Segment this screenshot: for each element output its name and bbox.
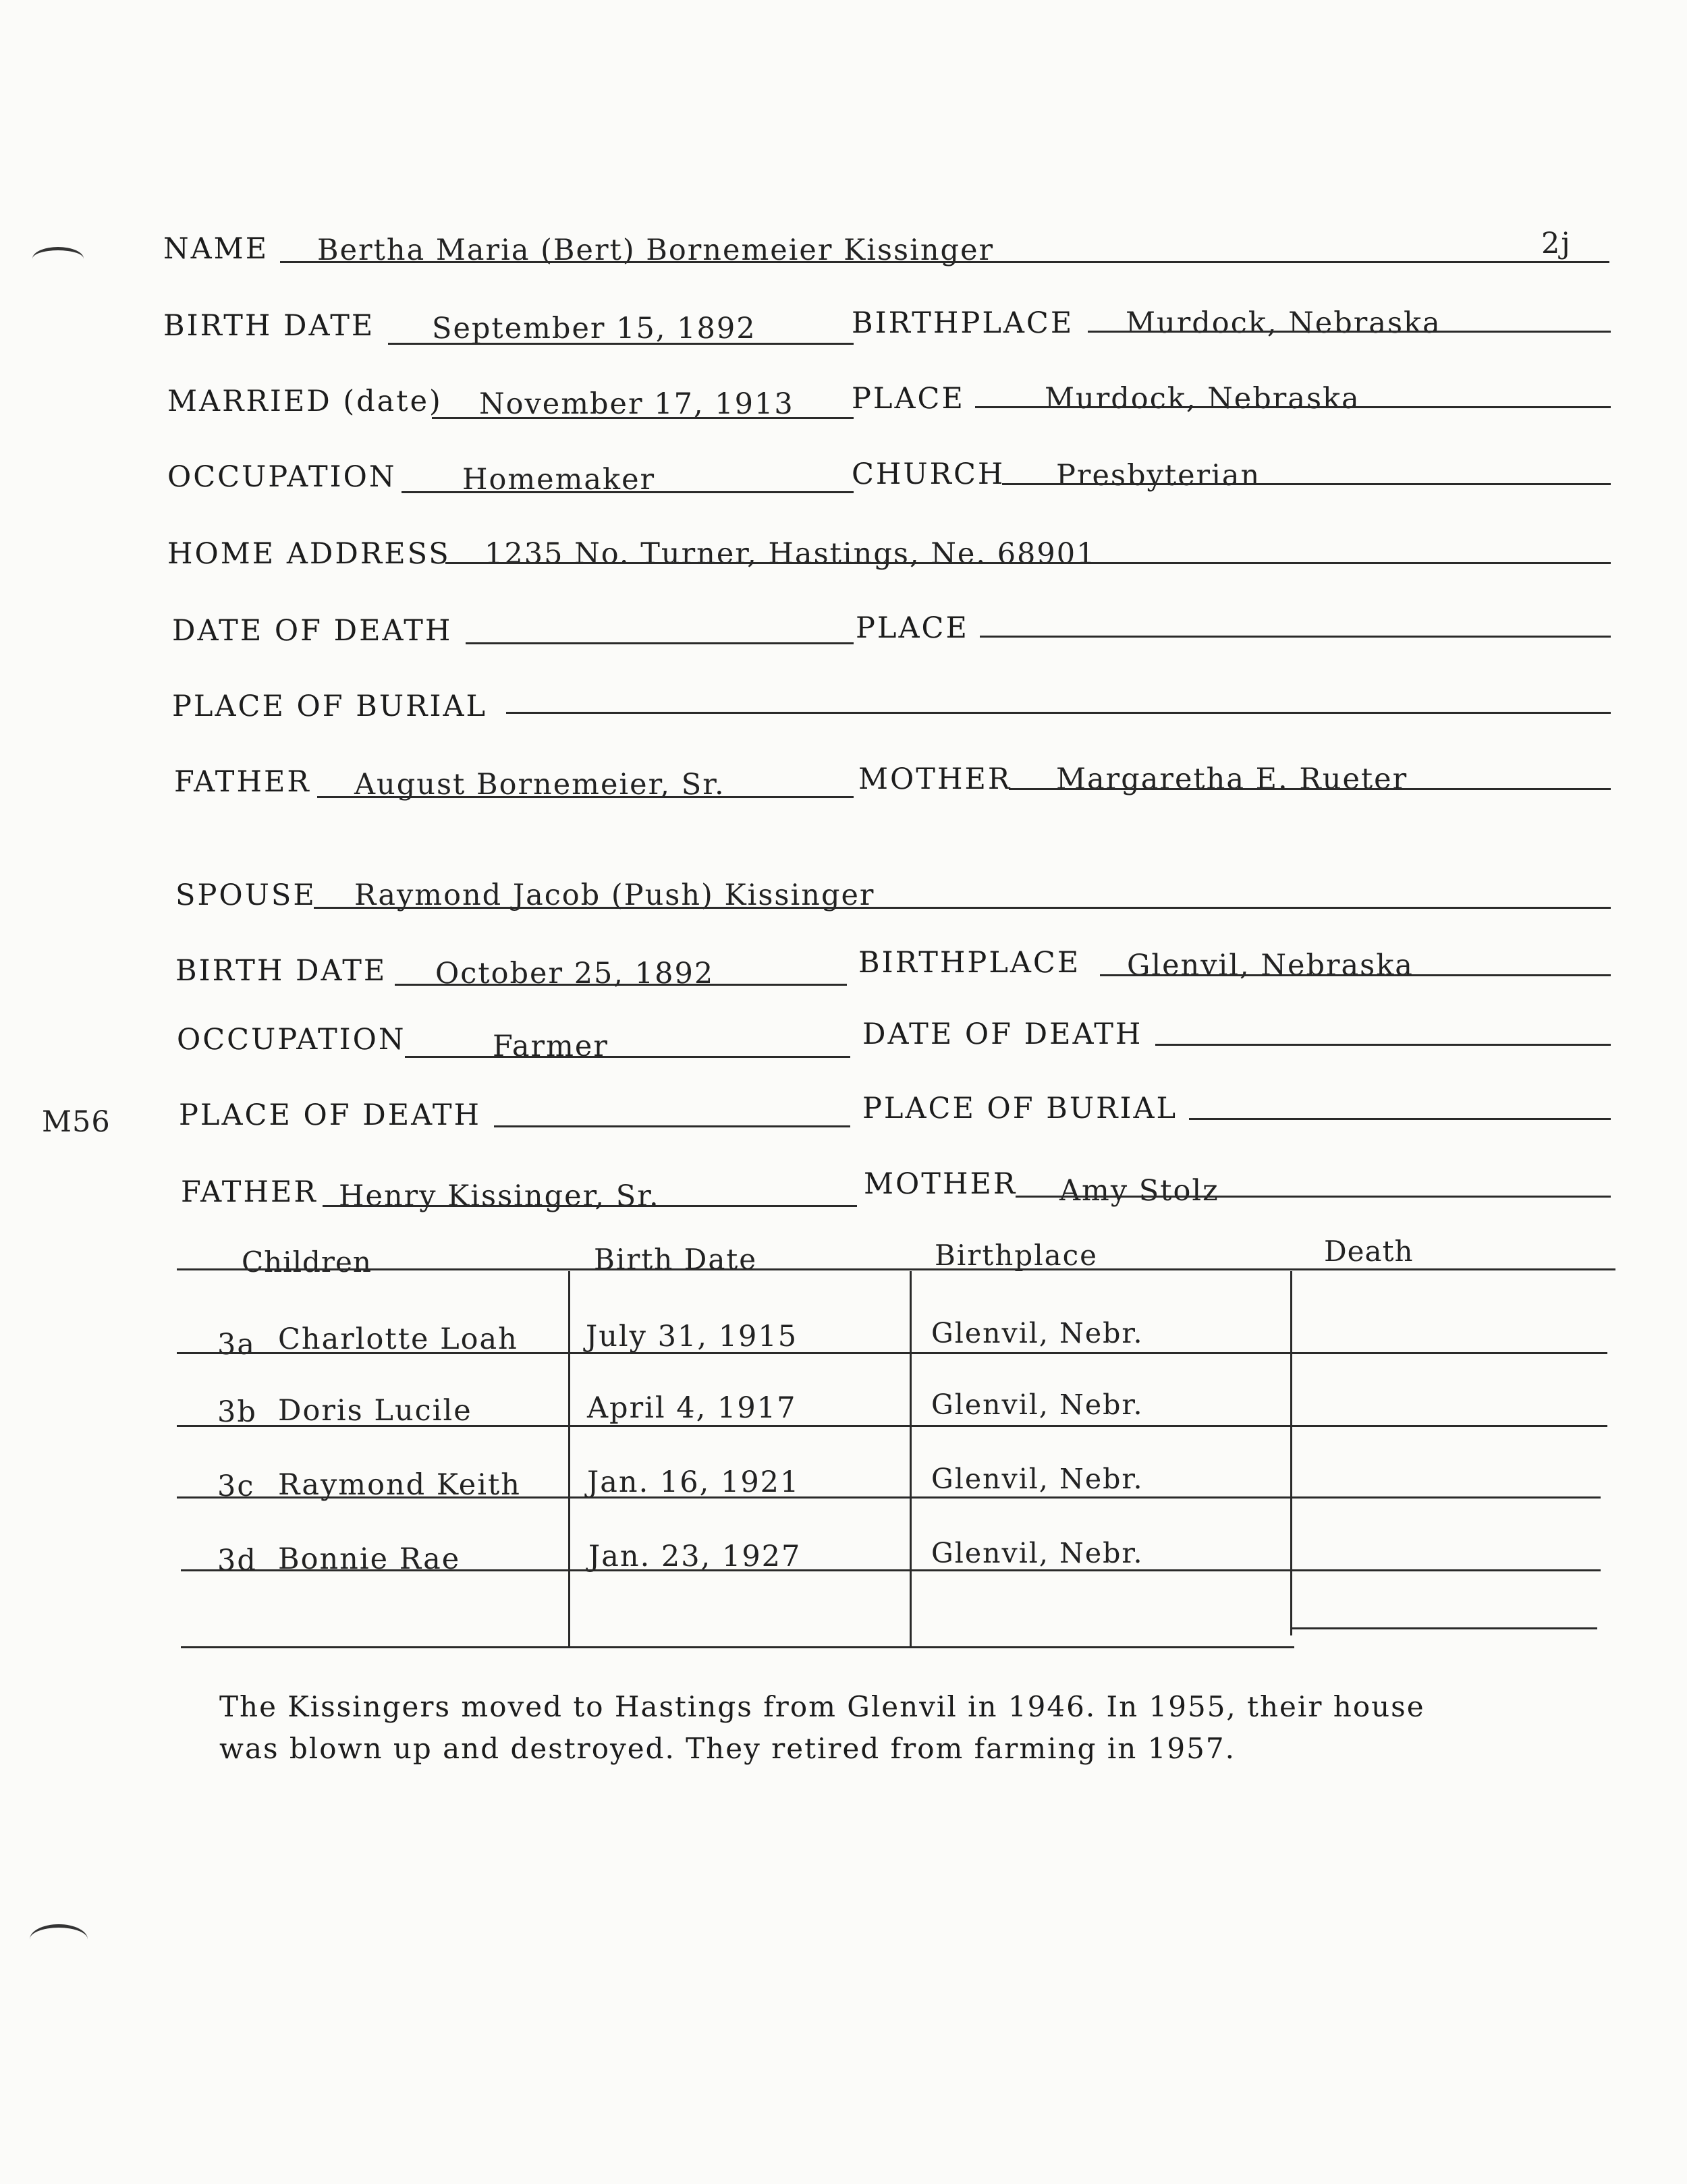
spouse-birthplace-underline: [1100, 974, 1611, 976]
table-row-rule: [1292, 1627, 1597, 1629]
spouse-place-of-burial-underline: [1189, 1118, 1611, 1120]
birth-date-label: BIRTH DATE: [163, 309, 375, 343]
name-value: Bertha Maria (Bert) Bornemeier Kissinger: [317, 233, 995, 267]
birthplace-value: Murdock, Nebraska: [1126, 306, 1441, 340]
married-place-label: PLACE: [852, 382, 965, 416]
death-place-underline: [980, 636, 1611, 638]
child-name: Raymond Keith: [278, 1468, 521, 1502]
child-name: Bonnie Rae: [278, 1542, 461, 1576]
mother-value: Margaretha E. Rueter: [1056, 762, 1408, 796]
home-address-label: HOME ADDRESS: [167, 537, 451, 571]
spouse-underline: [314, 907, 1611, 909]
table-row-rule: [177, 1425, 1607, 1427]
spouse-mother-label: MOTHER: [864, 1167, 1018, 1201]
father-label: FATHER: [174, 765, 311, 799]
church-underline: [1002, 483, 1611, 485]
birth-date-underline: [388, 343, 854, 345]
spouse-name-value: Raymond Jacob (Push) Kissinger: [354, 878, 875, 912]
married-place-underline: [975, 406, 1611, 408]
note-line-2: was blown up and destroyed. They retired from farming in 1957.: [219, 1732, 1236, 1765]
spouse-label: SPOUSE: [175, 878, 316, 912]
birthplace-underline: [1088, 331, 1611, 333]
child-birthplace: Glenvil, Nebr.: [931, 1317, 1144, 1349]
mother-underline: [1009, 788, 1611, 790]
table-bottom-rule: [181, 1646, 1294, 1648]
table-row-rule: [181, 1569, 1601, 1571]
father-underline: [317, 796, 854, 798]
spouse-place-of-death-underline: [494, 1125, 850, 1127]
column-divider: [568, 1271, 570, 1648]
place-of-burial-underline: [506, 712, 1611, 714]
church-value: Presbyterian: [1056, 459, 1261, 493]
child-id: 3d: [217, 1544, 257, 1577]
child-birthplace: Glenvil, Nebr.: [931, 1389, 1144, 1421]
occupation-underline: [402, 491, 854, 493]
spouse-occupation-underline: [405, 1056, 850, 1058]
child-birth-date: July 31, 1915: [586, 1320, 798, 1353]
spouse-date-of-death-underline: [1155, 1044, 1611, 1046]
child-birth-date: Jan. 16, 1921: [587, 1465, 800, 1499]
birth-date-value: September 15, 1892: [432, 312, 756, 345]
note-line-1: The Kissingers moved to Hastings from Glenvil in 1946. In 1955, their house: [219, 1690, 1425, 1723]
table-row-rule: [177, 1352, 1607, 1354]
married-date-value: November 17, 1913: [479, 387, 794, 421]
name-label: NAME: [163, 232, 269, 266]
spouse-place-of-burial-label: PLACE OF BURIAL: [862, 1092, 1178, 1125]
spouse-birthplace-label: BIRTHPLACE: [858, 946, 1081, 980]
spouse-birth-date-underline: [395, 984, 847, 986]
date-of-death-label: DATE OF DEATH: [172, 614, 453, 648]
birthplace-label: BIRTHPLACE: [852, 306, 1074, 340]
spouse-date-of-death-label: DATE OF DEATH: [862, 1017, 1143, 1051]
table-header-rule: [177, 1268, 1615, 1270]
child-birthplace: Glenvil, Nebr.: [931, 1537, 1144, 1569]
married-place-value: Murdock, Nebraska: [1045, 382, 1360, 416]
spouse-occupation-value: Farmer: [493, 1030, 609, 1063]
father-value: August Bornemeier, Sr.: [354, 768, 725, 802]
spouse-mother-underline: [1016, 1196, 1611, 1198]
death-place-label: PLACE: [856, 611, 969, 645]
child-id: 3c: [217, 1469, 255, 1503]
name-underline: [280, 261, 1609, 263]
header-death: Death: [1324, 1235, 1414, 1268]
header-birthplace: Birthplace: [935, 1239, 1099, 1272]
spouse-birthplace-value: Glenvil, Nebraska: [1127, 949, 1414, 982]
header-birth-date: Birth Date: [594, 1243, 758, 1276]
child-name: Charlotte Loah: [278, 1322, 518, 1356]
spouse-birth-date-label: BIRTH DATE: [175, 954, 387, 988]
child-id: 3a: [217, 1328, 256, 1362]
occupation-value: Homemaker: [462, 463, 656, 497]
child-id: 3b: [217, 1395, 257, 1429]
page-number: 2j: [1541, 227, 1572, 260]
child-birth-date: April 4, 1917: [587, 1391, 797, 1425]
married-label: MARRIED (date): [167, 385, 443, 418]
church-label: CHURCH: [852, 457, 1005, 491]
spouse-occupation-label: OCCUPATION: [177, 1023, 406, 1057]
column-divider: [1290, 1271, 1292, 1635]
date-of-death-underline: [466, 642, 854, 644]
binder-hole-bottom: [30, 1924, 88, 1955]
column-divider: [910, 1271, 912, 1646]
spouse-place-of-death-label: PLACE OF DEATH: [179, 1098, 482, 1132]
married-date-underline: [432, 417, 854, 419]
child-name: Doris Lucile: [278, 1394, 472, 1428]
child-birthplace: Glenvil, Nebr.: [931, 1463, 1144, 1495]
place-of-burial-label: PLACE OF BURIAL: [172, 690, 488, 723]
spouse-father-underline: [323, 1205, 857, 1207]
spouse-birth-date-value: October 25, 1892: [435, 957, 715, 990]
occupation-label: OCCUPATION: [167, 460, 397, 494]
home-address-underline: [445, 562, 1611, 564]
spouse-father-value: Henry Kissinger, Sr.: [339, 1179, 660, 1213]
home-address-value: 1235 No. Turner, Hastings, Ne. 68901: [485, 537, 1097, 571]
child-birth-date: Jan. 23, 1927: [588, 1540, 802, 1573]
margin-note: M56: [42, 1105, 111, 1139]
header-children: Children: [242, 1245, 372, 1279]
binder-hole-top: [32, 247, 84, 271]
table-row-rule: [177, 1496, 1601, 1499]
spouse-father-label: FATHER: [181, 1175, 318, 1209]
spouse-mother-value: Amy Stolz: [1059, 1174, 1219, 1208]
mother-label: MOTHER: [858, 762, 1012, 796]
